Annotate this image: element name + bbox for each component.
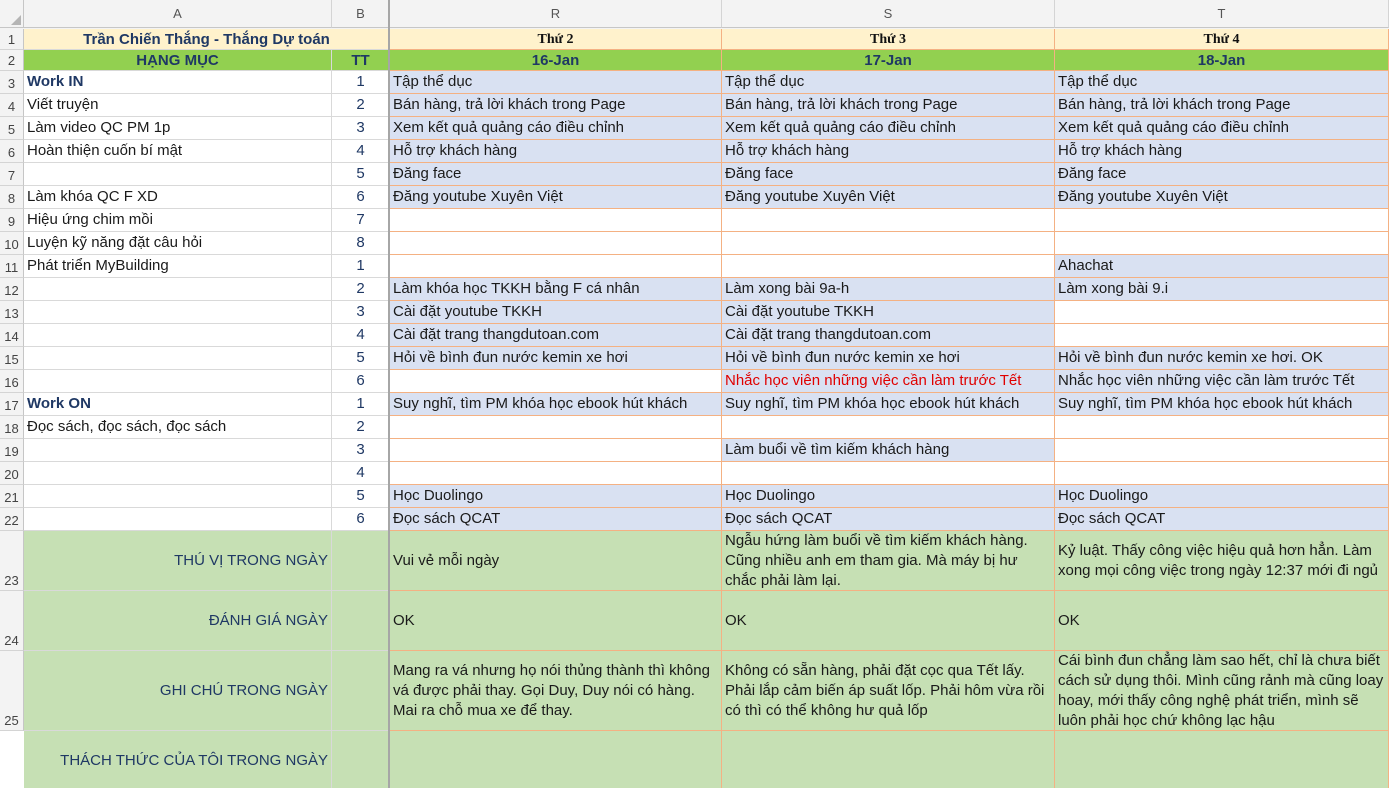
row-header[interactable]: 14 bbox=[0, 324, 24, 347]
index-cell[interactable]: 4 bbox=[332, 462, 390, 485]
category-cell[interactable]: Phát triển MyBuilding bbox=[24, 255, 332, 278]
task-cell[interactable]: Đọc sách QCAT bbox=[1055, 508, 1389, 531]
index-cell[interactable]: 3 bbox=[332, 301, 390, 324]
task-cell[interactable]: Làm buổi về tìm kiếm khách hàng bbox=[722, 439, 1055, 462]
row-header[interactable]: 6 bbox=[0, 140, 24, 163]
category-cell[interactable]: Hiệu ứng chim mồi bbox=[24, 209, 332, 232]
index-cell[interactable]: 2 bbox=[332, 94, 390, 117]
summary-index-cell[interactable] bbox=[332, 591, 390, 651]
task-cell[interactable]: Suy nghĩ, tìm PM khóa học ebook hút khách bbox=[390, 393, 722, 416]
summary-cell[interactable]: OK bbox=[1055, 591, 1389, 651]
summary-cell[interactable] bbox=[390, 731, 722, 788]
category-cell[interactable] bbox=[24, 370, 332, 393]
row-header[interactable]: 22 bbox=[0, 508, 24, 531]
task-cell[interactable]: Hỏi về bình đun nước kemin xe hơi bbox=[722, 347, 1055, 370]
column-header-a[interactable]: A bbox=[24, 0, 332, 28]
task-cell[interactable]: Hỏi về bình đun nước kemin xe hơi bbox=[390, 347, 722, 370]
task-cell[interactable]: Hỗ trợ khách hàng bbox=[390, 140, 722, 163]
task-cell[interactable] bbox=[390, 255, 722, 278]
index-cell[interactable]: 6 bbox=[332, 186, 390, 209]
index-cell[interactable]: 5 bbox=[332, 485, 390, 508]
section-label-cell[interactable]: Work IN bbox=[24, 71, 332, 94]
row-header[interactable]: 17 bbox=[0, 393, 24, 416]
task-cell[interactable]: Đọc sách QCAT bbox=[390, 508, 722, 531]
index-cell[interactable]: 6 bbox=[332, 370, 390, 393]
index-cell[interactable]: 8 bbox=[332, 232, 390, 255]
task-cell[interactable]: Học Duolingo bbox=[1055, 485, 1389, 508]
category-cell[interactable] bbox=[24, 439, 332, 462]
row-header[interactable]: 5 bbox=[0, 117, 24, 140]
date-cell[interactable]: 18-Jan bbox=[1055, 50, 1389, 71]
task-cell[interactable]: Tập thể dục bbox=[722, 71, 1055, 94]
row-header[interactable]: 11 bbox=[0, 255, 24, 278]
task-cell[interactable]: Đăng youtube Xuyên Việt bbox=[722, 186, 1055, 209]
task-cell[interactable] bbox=[1055, 462, 1389, 485]
summary-label-cell[interactable]: THÁCH THỨC CỦA TÔI TRONG NGÀY bbox=[24, 731, 332, 788]
column-header-t[interactable]: T bbox=[1055, 0, 1389, 28]
index-cell[interactable]: 4 bbox=[332, 324, 390, 347]
summary-index-cell[interactable] bbox=[332, 651, 390, 731]
task-cell[interactable]: Tập thể dục bbox=[1055, 71, 1389, 94]
task-cell[interactable]: Đăng face bbox=[390, 163, 722, 186]
summary-cell[interactable]: OK bbox=[390, 591, 722, 651]
task-cell[interactable] bbox=[722, 255, 1055, 278]
task-cell[interactable]: Xem kết quả quảng cáo điều chỉnh bbox=[722, 117, 1055, 140]
index-cell[interactable]: 3 bbox=[332, 439, 390, 462]
task-cell[interactable] bbox=[1055, 324, 1389, 347]
task-cell[interactable]: Hỏi về bình đun nước kemin xe hơi. OK bbox=[1055, 347, 1389, 370]
row-header[interactable]: 2 bbox=[0, 50, 24, 71]
task-cell[interactable]: Làm xong bài 9a-h bbox=[722, 278, 1055, 301]
row-header[interactable]: 7 bbox=[0, 163, 24, 186]
task-cell[interactable] bbox=[1055, 209, 1389, 232]
row-header[interactable]: 15 bbox=[0, 347, 24, 370]
task-cell[interactable] bbox=[722, 232, 1055, 255]
task-cell[interactable]: Xem kết quả quảng cáo điều chỉnh bbox=[390, 117, 722, 140]
row-header[interactable]: 3 bbox=[0, 71, 24, 94]
category-cell[interactable] bbox=[24, 278, 332, 301]
task-cell[interactable]: Làm xong bài 9.i bbox=[1055, 278, 1389, 301]
category-header-cell[interactable]: HẠNG MỤC bbox=[24, 50, 332, 71]
date-cell[interactable]: 17-Jan bbox=[722, 50, 1055, 71]
task-cell[interactable] bbox=[722, 416, 1055, 439]
index-cell[interactable]: 5 bbox=[332, 163, 390, 186]
frozen-pane-divider bbox=[388, 0, 390, 788]
task-cell[interactable]: Xem kết quả quảng cáo điều chỉnh bbox=[1055, 117, 1389, 140]
day-name-cell[interactable]: Thứ 2 bbox=[390, 29, 722, 50]
index-header-cell[interactable]: TT bbox=[332, 50, 390, 71]
row-header[interactable]: 9 bbox=[0, 209, 24, 232]
task-cell[interactable]: Hỗ trợ khách hàng bbox=[722, 140, 1055, 163]
category-cell[interactable]: Đọc sách, đọc sách, đọc sách bbox=[24, 416, 332, 439]
task-cell[interactable]: Nhắc học viên những việc cần làm trước Tết bbox=[722, 370, 1055, 393]
index-cell[interactable]: 6 bbox=[332, 508, 390, 531]
index-cell[interactable]: 7 bbox=[332, 209, 390, 232]
task-cell[interactable] bbox=[722, 209, 1055, 232]
summary-label-cell[interactable]: THÚ VỊ TRONG NGÀY bbox=[24, 531, 332, 591]
index-cell[interactable]: 1 bbox=[332, 393, 390, 416]
index-cell[interactable]: 1 bbox=[332, 71, 390, 94]
task-cell[interactable]: Học Duolingo bbox=[390, 485, 722, 508]
category-cell[interactable] bbox=[24, 485, 332, 508]
task-cell[interactable]: Bán hàng, trả lời khách trong Page bbox=[1055, 94, 1389, 117]
task-cell[interactable]: Đăng youtube Xuyên Việt bbox=[1055, 186, 1389, 209]
summary-cell[interactable]: Vui vẻ mỗi ngày bbox=[390, 531, 722, 591]
summary-cell[interactable] bbox=[1055, 731, 1389, 788]
column-header-b[interactable]: B bbox=[332, 0, 390, 28]
task-cell[interactable]: Suy nghĩ, tìm PM khóa học ebook hút khách bbox=[722, 393, 1055, 416]
task-cell[interactable] bbox=[390, 439, 722, 462]
task-cell[interactable] bbox=[390, 370, 722, 393]
category-cell[interactable]: Luyện kỹ năng đặt câu hỏi bbox=[24, 232, 332, 255]
task-cell[interactable]: Cài đặt youtube TKKH bbox=[722, 301, 1055, 324]
column-header-r[interactable]: R bbox=[390, 0, 722, 28]
summary-index-cell[interactable] bbox=[332, 531, 390, 591]
task-cell[interactable]: Đăng face bbox=[1055, 163, 1389, 186]
column-header-bar bbox=[0, 0, 1389, 29]
task-cell[interactable]: Cài đặt trang thangdutoan.com bbox=[390, 324, 722, 347]
task-cell[interactable]: Ahachat bbox=[1055, 255, 1389, 278]
date-cell[interactable]: 16-Jan bbox=[390, 50, 722, 71]
sheet-title-cell[interactable]: Trần Chiến Thắng - Thắng Dự toán bbox=[24, 29, 390, 50]
task-cell[interactable] bbox=[1055, 232, 1389, 255]
row-header[interactable]: 12 bbox=[0, 278, 24, 301]
category-cell[interactable] bbox=[24, 347, 332, 370]
index-cell[interactable]: 1 bbox=[332, 255, 390, 278]
summary-cell[interactable]: Ngẫu hứng làm buổi về tìm kiếm khách hàng. Cũng nhiều anh em tham gia. Mà máy bị hư chắc phải làm lại. bbox=[722, 531, 1055, 591]
task-cell[interactable] bbox=[1055, 439, 1389, 462]
summary-cell[interactable]: OK bbox=[722, 591, 1055, 651]
task-cell[interactable] bbox=[722, 462, 1055, 485]
category-cell[interactable] bbox=[24, 324, 332, 347]
row-header[interactable]: 10 bbox=[0, 232, 24, 255]
row-header[interactable]: 8 bbox=[0, 186, 24, 209]
index-cell[interactable]: 2 bbox=[332, 416, 390, 439]
task-cell[interactable] bbox=[390, 462, 722, 485]
row-header[interactable]: 18 bbox=[0, 416, 24, 439]
task-cell[interactable]: Bán hàng, trả lời khách trong Page bbox=[390, 94, 722, 117]
row-header[interactable]: 19 bbox=[0, 439, 24, 462]
summary-cell[interactable] bbox=[722, 731, 1055, 788]
task-cell[interactable]: Đăng face bbox=[722, 163, 1055, 186]
task-cell[interactable]: Tập thể dục bbox=[390, 71, 722, 94]
summary-cell[interactable]: Không có sẵn hàng, phải đặt cọc qua Tết lấy. Phải lắp cảm biến áp suất lốp. Phải hôm vừa rồi có thì có thể không hư quả lốp bbox=[722, 651, 1055, 731]
day-name-cell[interactable]: Thứ 4 bbox=[1055, 29, 1389, 50]
task-cell[interactable] bbox=[1055, 301, 1389, 324]
task-cell[interactable]: Nhắc học viên những việc cần làm trước Tết bbox=[1055, 370, 1389, 393]
row-header[interactable]: 4 bbox=[0, 94, 24, 117]
index-cell[interactable]: 5 bbox=[332, 347, 390, 370]
row-header[interactable]: 23 bbox=[0, 531, 24, 591]
category-cell[interactable] bbox=[24, 163, 332, 186]
category-cell[interactable] bbox=[24, 462, 332, 485]
task-cell[interactable] bbox=[390, 232, 722, 255]
row-header[interactable]: 13 bbox=[0, 301, 24, 324]
select-all-triangle-icon bbox=[11, 15, 21, 25]
task-cell[interactable]: Cài đặt youtube TKKH bbox=[390, 301, 722, 324]
summary-label-cell[interactable]: ĐÁNH GIÁ NGÀY bbox=[24, 591, 332, 651]
row-header[interactable]: 24 bbox=[0, 591, 24, 651]
summary-index-cell[interactable] bbox=[332, 731, 390, 788]
task-cell[interactable]: Đăng youtube Xuyên Việt bbox=[390, 186, 722, 209]
category-cell[interactable] bbox=[24, 508, 332, 531]
category-cell[interactable]: Làm khóa QC F XD bbox=[24, 186, 332, 209]
task-cell[interactable]: Bán hàng, trả lời khách trong Page bbox=[722, 94, 1055, 117]
task-cell[interactable]: Đọc sách QCAT bbox=[722, 508, 1055, 531]
category-cell[interactable]: Viết truyện bbox=[24, 94, 332, 117]
task-cell[interactable] bbox=[1055, 416, 1389, 439]
summary-label-cell[interactable]: GHI CHÚ TRONG NGÀY bbox=[24, 651, 332, 731]
index-cell[interactable]: 4 bbox=[332, 140, 390, 163]
task-cell[interactable]: Suy nghĩ, tìm PM khóa học ebook hút khách bbox=[1055, 393, 1389, 416]
task-cell[interactable]: Làm khóa học TKKH bằng F cá nhân bbox=[390, 278, 722, 301]
task-cell[interactable] bbox=[390, 209, 722, 232]
task-cell[interactable]: Hỗ trợ khách hàng bbox=[1055, 140, 1389, 163]
row-header[interactable]: 20 bbox=[0, 462, 24, 485]
section-label-cell[interactable]: Work ON bbox=[24, 393, 332, 416]
task-cell[interactable]: Cài đặt trang thangdutoan.com bbox=[722, 324, 1055, 347]
summary-cell[interactable]: Mang ra vá nhưng họ nói thủng thành thì không vá được phải thay. Gọi Duy, Duy nói có hàng. Mai ra chỗ mua xe để thay. bbox=[390, 651, 722, 731]
index-cell[interactable]: 2 bbox=[332, 278, 390, 301]
row-header[interactable]: 1 bbox=[0, 29, 24, 50]
category-cell[interactable] bbox=[24, 301, 332, 324]
row-header[interactable]: 21 bbox=[0, 485, 24, 508]
summary-cell[interactable]: Kỷ luật. Thấy công việc hiệu quả hơn hẳn. Làm xong mọi công việc trong ngày 12:37 mới đi ngủ bbox=[1055, 531, 1389, 591]
category-cell[interactable]: Làm video QC PM 1p bbox=[24, 117, 332, 140]
summary-cell[interactable]: Cái bình đun chẳng làm sao hết, chỉ là chưa biết cách sử dụng thôi. Mình cũng rảnh mà cũng loay hoay, mới thấy công nghệ phát triển, mình sẽ luôn phải học chứ không lạc hậu bbox=[1055, 651, 1389, 731]
column-header-s[interactable]: S bbox=[722, 0, 1055, 28]
row-header[interactable]: 16 bbox=[0, 370, 24, 393]
task-cell[interactable] bbox=[390, 416, 722, 439]
day-name-cell[interactable]: Thứ 3 bbox=[722, 29, 1055, 50]
row-header[interactable]: 25 bbox=[0, 651, 24, 731]
select-all-corner[interactable] bbox=[0, 0, 24, 28]
task-cell[interactable]: Học Duolingo bbox=[722, 485, 1055, 508]
category-cell[interactable]: Hoàn thiện cuốn bí mật bbox=[24, 140, 332, 163]
index-cell[interactable]: 3 bbox=[332, 117, 390, 140]
